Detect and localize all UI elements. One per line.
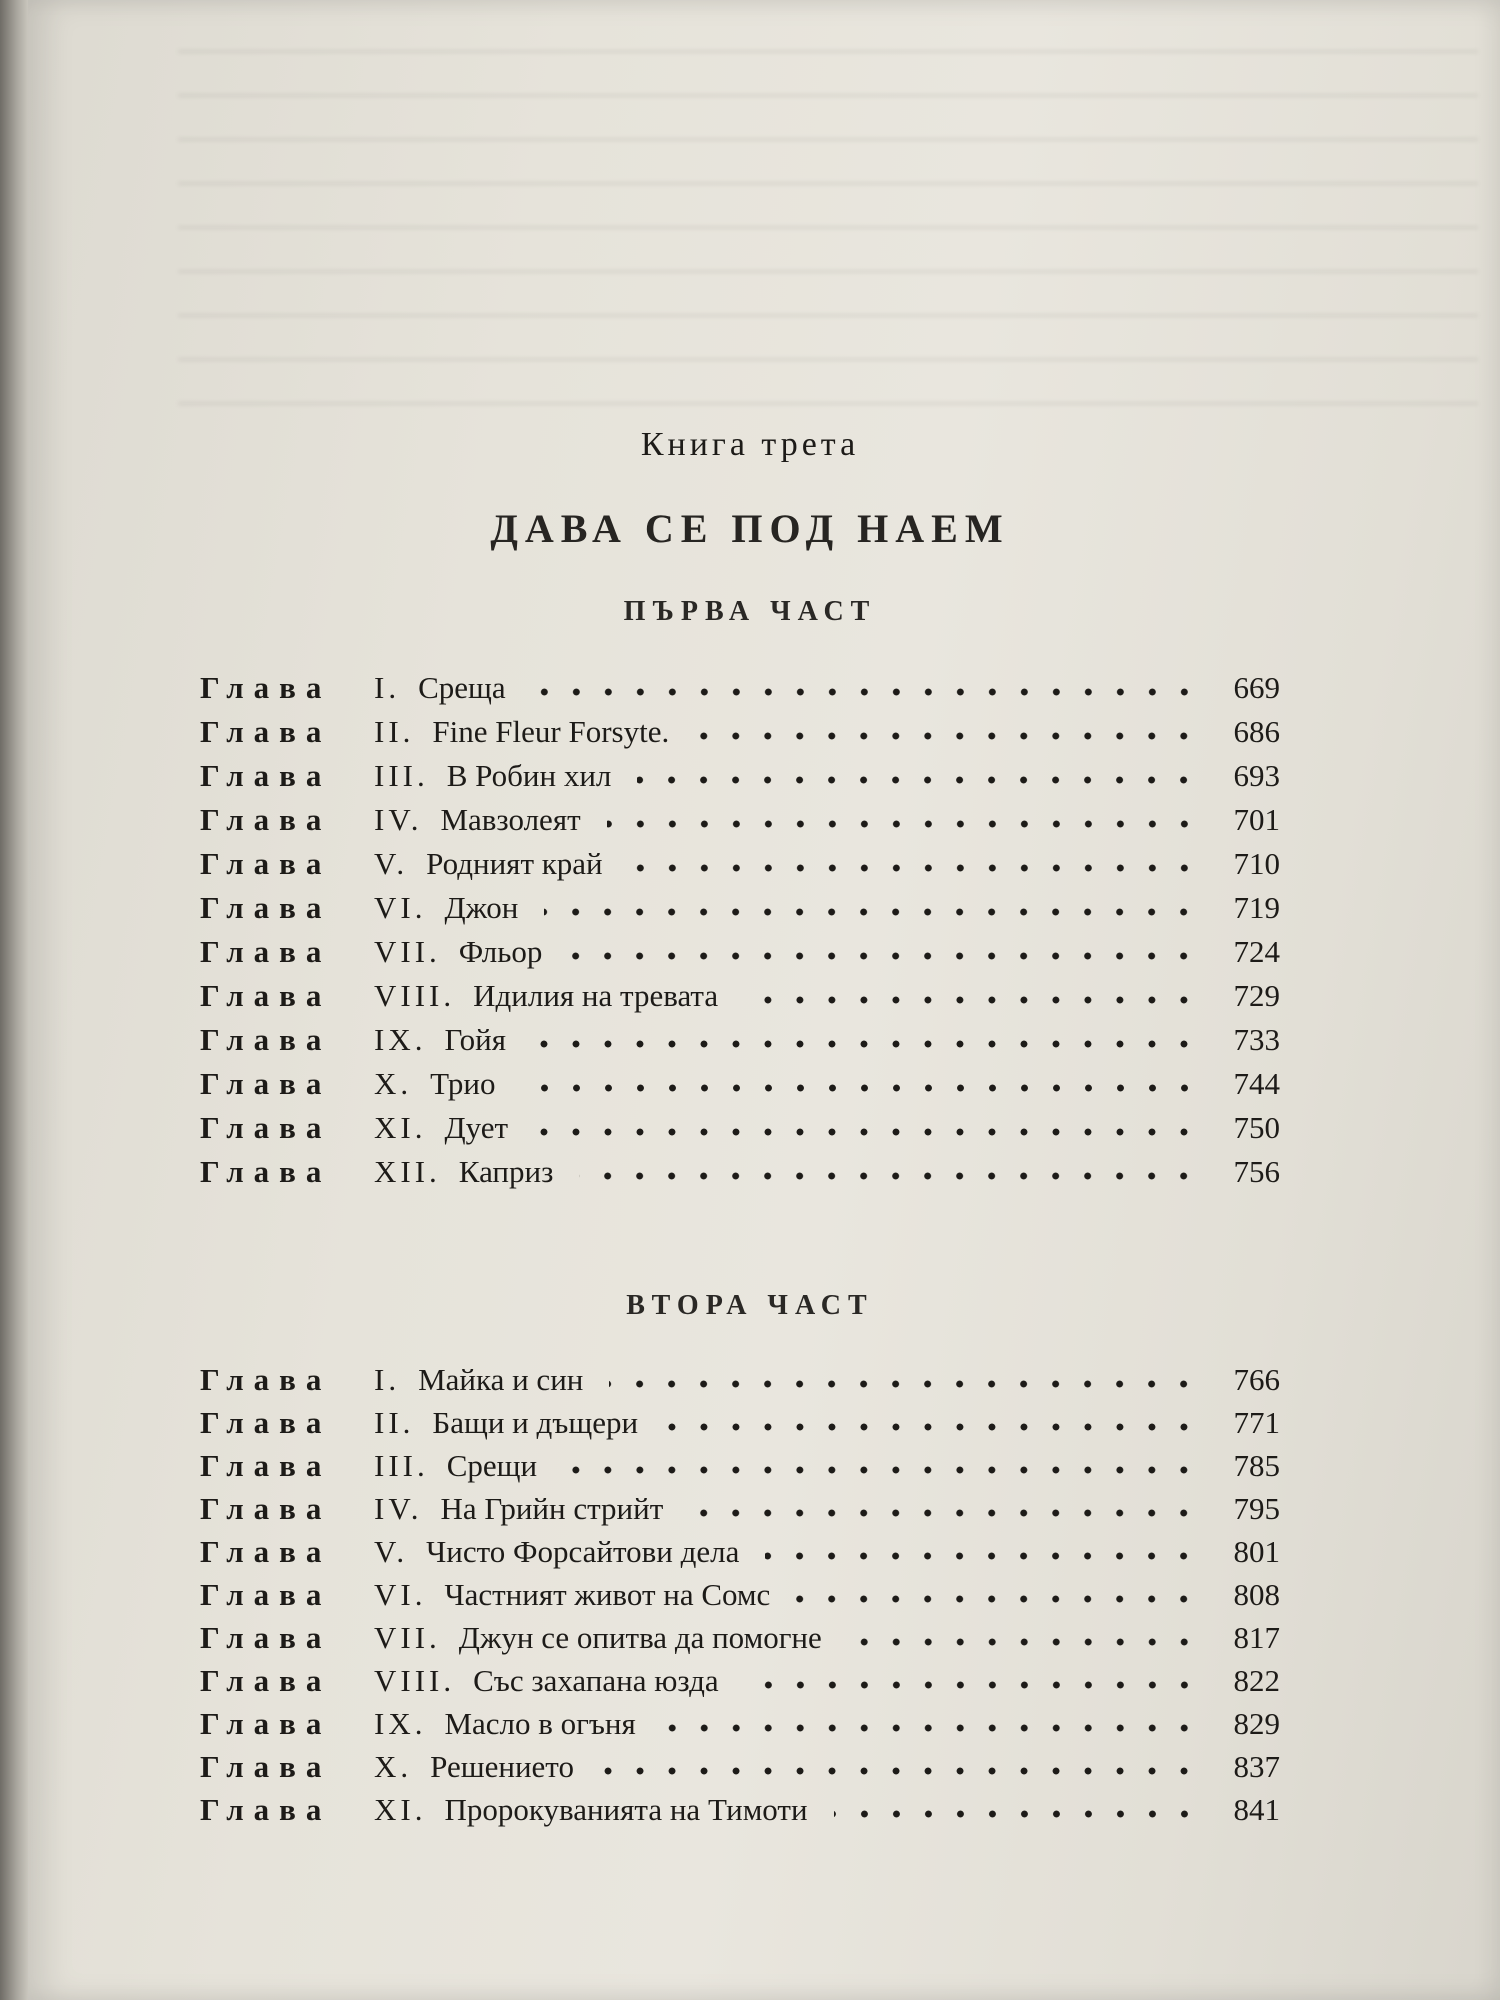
chapter-title: Срещи	[446, 1448, 538, 1483]
dot-leader	[534, 1128, 1200, 1136]
chapter-word: Глава	[200, 802, 332, 837]
chapter-number: IX.	[374, 1706, 427, 1741]
chapter-number: VI.	[374, 890, 427, 925]
dot-leader	[765, 1552, 1200, 1560]
page-edge	[0, 0, 28, 2000]
part-one-title: ПЪРВА ЧАСТ	[623, 596, 877, 627]
chapter-title: Среща	[418, 670, 506, 705]
chapter-word: Глава	[200, 934, 332, 969]
page-number: 756	[1233, 1154, 1280, 1189]
toc-entry	[200, 1534, 1280, 1577]
chapter-word: Глава	[200, 1110, 332, 1145]
chapter-word: Глава	[200, 1749, 332, 1784]
chapter-number: XII.	[374, 1154, 441, 1189]
chapter-number: VII.	[374, 934, 441, 969]
chapter-title: Фльор	[458, 934, 543, 969]
page-number: 701	[1233, 802, 1280, 837]
toc-entry	[200, 1577, 1280, 1620]
chapter-title: Мавзолеят	[440, 802, 581, 837]
toc-entry	[200, 1792, 1280, 1835]
chapter-word: Глава	[200, 1620, 332, 1655]
chapter-number: VIII.	[374, 1663, 456, 1698]
chapter-word: Глава	[200, 1022, 332, 1057]
dot-leader	[522, 1084, 1201, 1092]
chapter-word: Глава	[200, 1792, 332, 1827]
page-number: 771	[1233, 1405, 1280, 1440]
page-number: 801	[1233, 1534, 1280, 1569]
page-number: 829	[1233, 1706, 1280, 1741]
book-title: ДАВА СЕ ПОД НАЕМ	[490, 506, 1010, 551]
chapter-number: VI.	[374, 1577, 427, 1612]
toc-entry	[200, 978, 1280, 1022]
chapter-number: V.	[374, 846, 409, 881]
chapter-number: IX.	[374, 1022, 427, 1057]
chapter-word: Глава	[200, 890, 332, 925]
dot-leader	[629, 864, 1200, 872]
chapter-title: Каприз	[458, 1154, 554, 1189]
chapter-number: XI.	[374, 1110, 427, 1145]
dot-leader	[848, 1638, 1200, 1646]
toc-entry	[200, 670, 1280, 714]
part-one-chapter-list	[200, 670, 1280, 1198]
toc-entry	[200, 1066, 1280, 1110]
chapter-number: X.	[374, 1066, 413, 1101]
dot-leader	[607, 820, 1200, 828]
page-number: 837	[1233, 1749, 1280, 1784]
chapter-word: Глава	[200, 714, 332, 749]
dot-leader	[544, 908, 1200, 916]
page-number: 733	[1233, 1022, 1280, 1057]
chapter-title: На Грийн стрийт	[440, 1491, 664, 1526]
dot-leader	[637, 776, 1200, 784]
chapter-title: Майка и син	[418, 1362, 584, 1397]
chapter-title: Дует	[444, 1110, 509, 1145]
chapter-title: Със захапана юзда	[473, 1663, 719, 1698]
dot-leader	[563, 1466, 1200, 1474]
chapter-word: Глава	[200, 670, 332, 705]
chapter-word: Глава	[200, 1577, 332, 1612]
dot-leader	[745, 1681, 1200, 1689]
toc-entry	[200, 1154, 1280, 1198]
page-number: 710	[1233, 846, 1280, 881]
page-number: 795	[1233, 1491, 1280, 1526]
chapter-number: VIII.	[374, 978, 456, 1013]
page-number: 766	[1233, 1362, 1280, 1397]
chapter-word: Глава	[200, 1066, 332, 1101]
chapter-word: Глава	[200, 1405, 332, 1440]
dot-leader	[568, 952, 1200, 960]
page-number: 841	[1233, 1792, 1280, 1827]
page-number: 669	[1233, 670, 1280, 705]
dot-leader	[689, 1509, 1200, 1517]
chapter-number: IV.	[374, 1491, 423, 1526]
chapter-number: III.	[374, 1448, 429, 1483]
toc-entry	[200, 1663, 1280, 1706]
chapter-number: II.	[374, 714, 415, 749]
dot-leader	[532, 1040, 1200, 1048]
toc-entry	[200, 1706, 1280, 1749]
chapter-word: Глава	[200, 758, 332, 793]
part-two-chapter-list	[200, 1362, 1280, 1835]
chapter-title: Трио	[430, 1066, 496, 1101]
page-number: 750	[1233, 1110, 1280, 1145]
chapter-number: IV.	[374, 802, 423, 837]
page-number: 693	[1233, 758, 1280, 793]
chapter-word: Глава	[200, 978, 332, 1013]
page-number: 724	[1233, 934, 1280, 969]
dot-leader	[796, 1595, 1200, 1603]
dot-leader	[579, 1172, 1200, 1180]
chapter-title: Fine Fleur Forsyte.	[432, 714, 670, 749]
chapter-title: Масло в огъня	[444, 1706, 636, 1741]
chapter-word: Глава	[200, 1154, 332, 1189]
page-number: 686	[1233, 714, 1280, 749]
chapter-number: V.	[374, 1534, 409, 1569]
dot-leader	[744, 996, 1200, 1004]
chapter-word: Глава	[200, 1663, 332, 1698]
dot-leader	[609, 1380, 1200, 1388]
toc-entry	[200, 714, 1280, 758]
chapter-title: Решението	[430, 1749, 574, 1784]
chapter-number: X.	[374, 1749, 413, 1784]
chapter-word: Глава	[200, 1706, 332, 1741]
chapter-number: VII.	[374, 1620, 441, 1655]
chapter-title: Идилия на тревата	[473, 978, 719, 1013]
dot-leader	[834, 1810, 1200, 1818]
chapter-number: XI.	[374, 1792, 427, 1827]
dot-leader	[662, 1724, 1200, 1732]
show-through-text	[178, 20, 1478, 420]
part-two-title: ВТОРА ЧАСТ	[626, 1290, 874, 1321]
toc-entry	[200, 1620, 1280, 1663]
chapter-word: Глава	[200, 1491, 332, 1526]
chapter-word: Глава	[200, 1448, 332, 1483]
chapter-number: I.	[374, 1362, 401, 1397]
toc-entry	[200, 758, 1280, 802]
chapter-title: Джон	[444, 890, 519, 925]
page-number: 822	[1233, 1663, 1280, 1698]
page-number: 729	[1233, 978, 1280, 1013]
chapter-title: Гойя	[444, 1022, 507, 1057]
chapter-number: III.	[374, 758, 429, 793]
toc-entry	[200, 890, 1280, 934]
page-number: 719	[1233, 890, 1280, 925]
dot-leader	[600, 1767, 1200, 1775]
toc-entry	[200, 846, 1280, 890]
book-label: Книга трета	[640, 426, 860, 463]
chapter-number: II.	[374, 1405, 415, 1440]
chapter-title: Чисто Форсайтови дела	[426, 1534, 740, 1569]
chapter-title: Джун се опитва да помогне	[458, 1620, 822, 1655]
chapter-title: Частният живот на Сомс	[444, 1577, 771, 1612]
page-number: 817	[1233, 1620, 1280, 1655]
dot-leader	[532, 688, 1200, 696]
chapter-word: Глава	[200, 846, 332, 881]
toc-entry	[200, 1405, 1280, 1448]
page-number: 744	[1233, 1066, 1280, 1101]
chapter-title: Пророкуванията на Тимоти	[444, 1792, 808, 1827]
toc-entry	[200, 1749, 1280, 1792]
page-number: 785	[1233, 1448, 1280, 1483]
chapter-title: В Робин хил	[446, 758, 612, 793]
toc-entry	[200, 802, 1280, 846]
chapter-word: Глава	[200, 1362, 332, 1397]
toc-entry	[200, 1362, 1280, 1405]
toc-entry	[200, 1491, 1280, 1534]
chapter-title: Бащи и дъщери	[432, 1405, 639, 1440]
toc-entry	[200, 1110, 1280, 1154]
toc-entry	[200, 1448, 1280, 1491]
chapter-number: I.	[374, 670, 401, 705]
dot-leader	[695, 732, 1200, 740]
toc-entry	[200, 1022, 1280, 1066]
chapter-title: Родният край	[426, 846, 603, 881]
toc-entry	[200, 934, 1280, 978]
chapter-word: Глава	[200, 1534, 332, 1569]
dot-leader	[664, 1423, 1200, 1431]
page-number: 808	[1233, 1577, 1280, 1612]
